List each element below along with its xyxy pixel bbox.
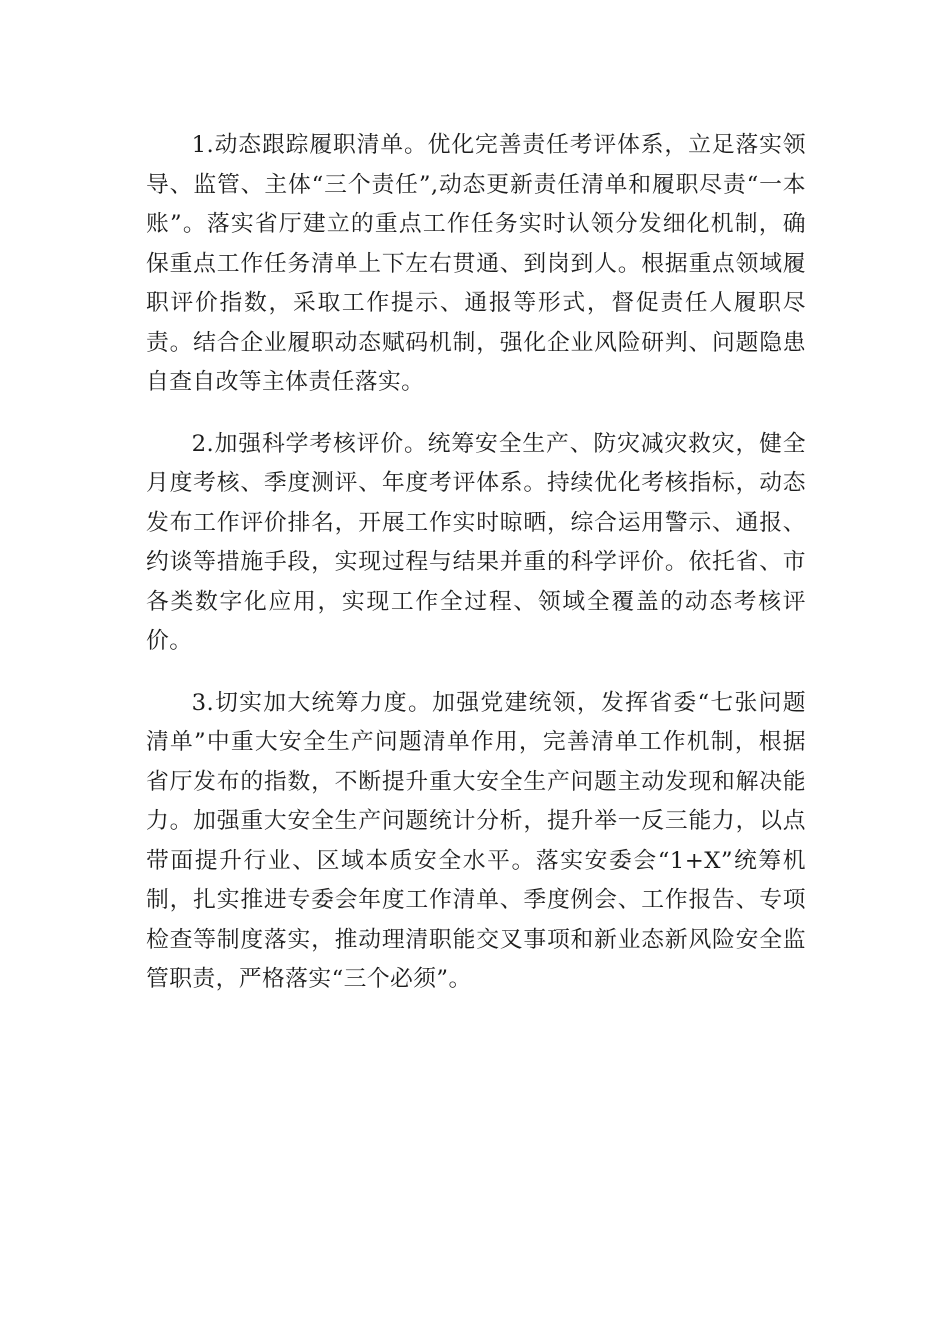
paragraph-1: 1.动态跟踪履职清单。优化完善责任考评体系，立足落实领导、监管、主体“三个责任”,动态更新责任清单和履职尽责“一本账”。落实省厅建立的重点工作任务实时认领分发细化机制，确保重点工作任务清单上下左右贯通、到岗到人。根据重点领域履职评价指数，采取工作提示、通报等形式，督促责任人履职尽责。结合企业履职动态赋码机制，强化企业风险研判、问题隐患自查自改等主体责任落实。 — [146, 132, 806, 395]
document-body — [146, 126, 806, 1022]
paragraph-2: 2.加强科学考核评价。统筹安全生产、防灾减灾救灾，健全月度考核、季度测评、年度考评体系。持续优化考核指标，动态发布工作评价排名，开展工作实时晾晒，综合运用警示、通报、约谈等措施手段，实现过程与结果并重的科学评价。依托省、市各类数字化应用，实现工作全过程、领域全覆盖的动态考核评价。 — [146, 430, 806, 654]
paragraph-3: 3.切实加大统筹力度。加强党建统领，发挥省委“七张问题清单”中重大安全生产问题清单作用，完善清单工作机制，根据省厅发布的指数，不断提升重大安全生产问题主动发现和解决能力。加强重大安全生产问题统计分析，提升举一反三能力，以点带面提升行业、区域本质安全水平。落实安委会“1+X”统筹机制，扎实推进专委会年度工作清单、季度例会、工作报告、专项检查等制度落实，推动理清职能交叉事项和新业态新风险安全监管职责，严格落实“三个必须”。 — [146, 689, 806, 992]
